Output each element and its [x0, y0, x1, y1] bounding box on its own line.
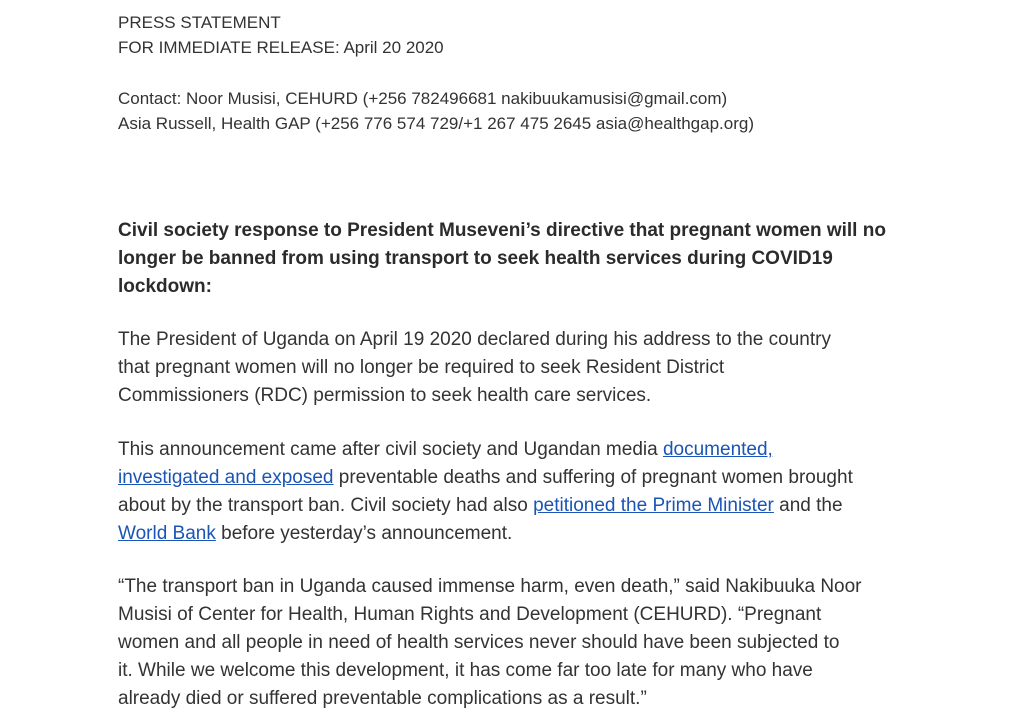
paragraph1-line-1: The President of Uganda on April 19 2020 declared during his address to the country	[118, 329, 831, 350]
paragraph2-line-2	[118, 464, 918, 492]
headline-line-2: longer be banned from using transport to seek health services during COVID19	[118, 248, 833, 269]
contact-line-2: Asia Russell, Health GAP (+256 776 574 729/+1 267 475 2645 asia@healthgap.org)	[118, 113, 754, 133]
paragraph2-line-3	[118, 492, 918, 520]
paragraph3-line-3: women and all people in need of health services never should have been subjected to	[118, 632, 840, 653]
paragraph3-line-2: Musisi of Center for Health, Human Rights and Development (CEHURD). “Pregnant	[118, 604, 822, 625]
paragraph2-text-3-end: and the	[773, 495, 843, 516]
paragraph3-line-4: it. While we welcome this development, it has come far too late for many who have	[118, 660, 813, 681]
paragraph2-text-1: This announcement came after civil society and Ugandan media	[118, 439, 663, 460]
paragraph2-text-2: preventable deaths and suffering of pregnant women brought	[333, 467, 853, 488]
press-header	[118, 11, 444, 60]
paragraph-quote	[118, 573, 918, 713]
contact-info	[118, 87, 754, 136]
release-date: FOR IMMEDIATE RELEASE: April 20 2020	[118, 37, 444, 57]
headline-line-1: Civil society response to President Museveni’s directive that pregnant women will no	[118, 220, 886, 241]
documented-link[interactable]: documented,	[662, 439, 773, 460]
paragraph3-line-1: “The transport ban in Uganda caused immense harm, even death,” said Nakibuuka Noor	[118, 576, 862, 597]
paragraph2-line-4	[118, 520, 918, 548]
headline-line-3: lockdown:	[118, 276, 212, 297]
paragraph2-text-4: before yesterday’s announcement.	[215, 523, 513, 544]
paragraph-announcement	[118, 326, 918, 410]
world-bank-link[interactable]: World Bank	[118, 523, 216, 544]
paragraph2-text-3: about by the transport ban. Civil society had also	[118, 495, 534, 516]
contact-line-1: Contact: Noor Musisi, CEHURD (+256 782496681 nakibuukamusisi@gmail.com)	[118, 89, 728, 108]
investigated-exposed-link[interactable]: investigated and exposed	[118, 467, 334, 488]
paragraph1-line-3: Commissioners (RDC) permission to seek health care services.	[118, 385, 652, 406]
statement-headline	[118, 217, 918, 301]
paragraph1-line-2: that pregnant women will no longer be required to seek Resident District	[118, 357, 725, 378]
press-statement-label: PRESS STATEMENT	[118, 13, 281, 32]
paragraph2-line-1	[118, 436, 918, 464]
prime-minister-petition-link[interactable]: petitioned the Prime Minister	[533, 495, 774, 516]
paragraph-civil-society	[118, 436, 918, 548]
paragraph3-line-5: already died or suffered preventable complications as a result.”	[118, 688, 647, 709]
